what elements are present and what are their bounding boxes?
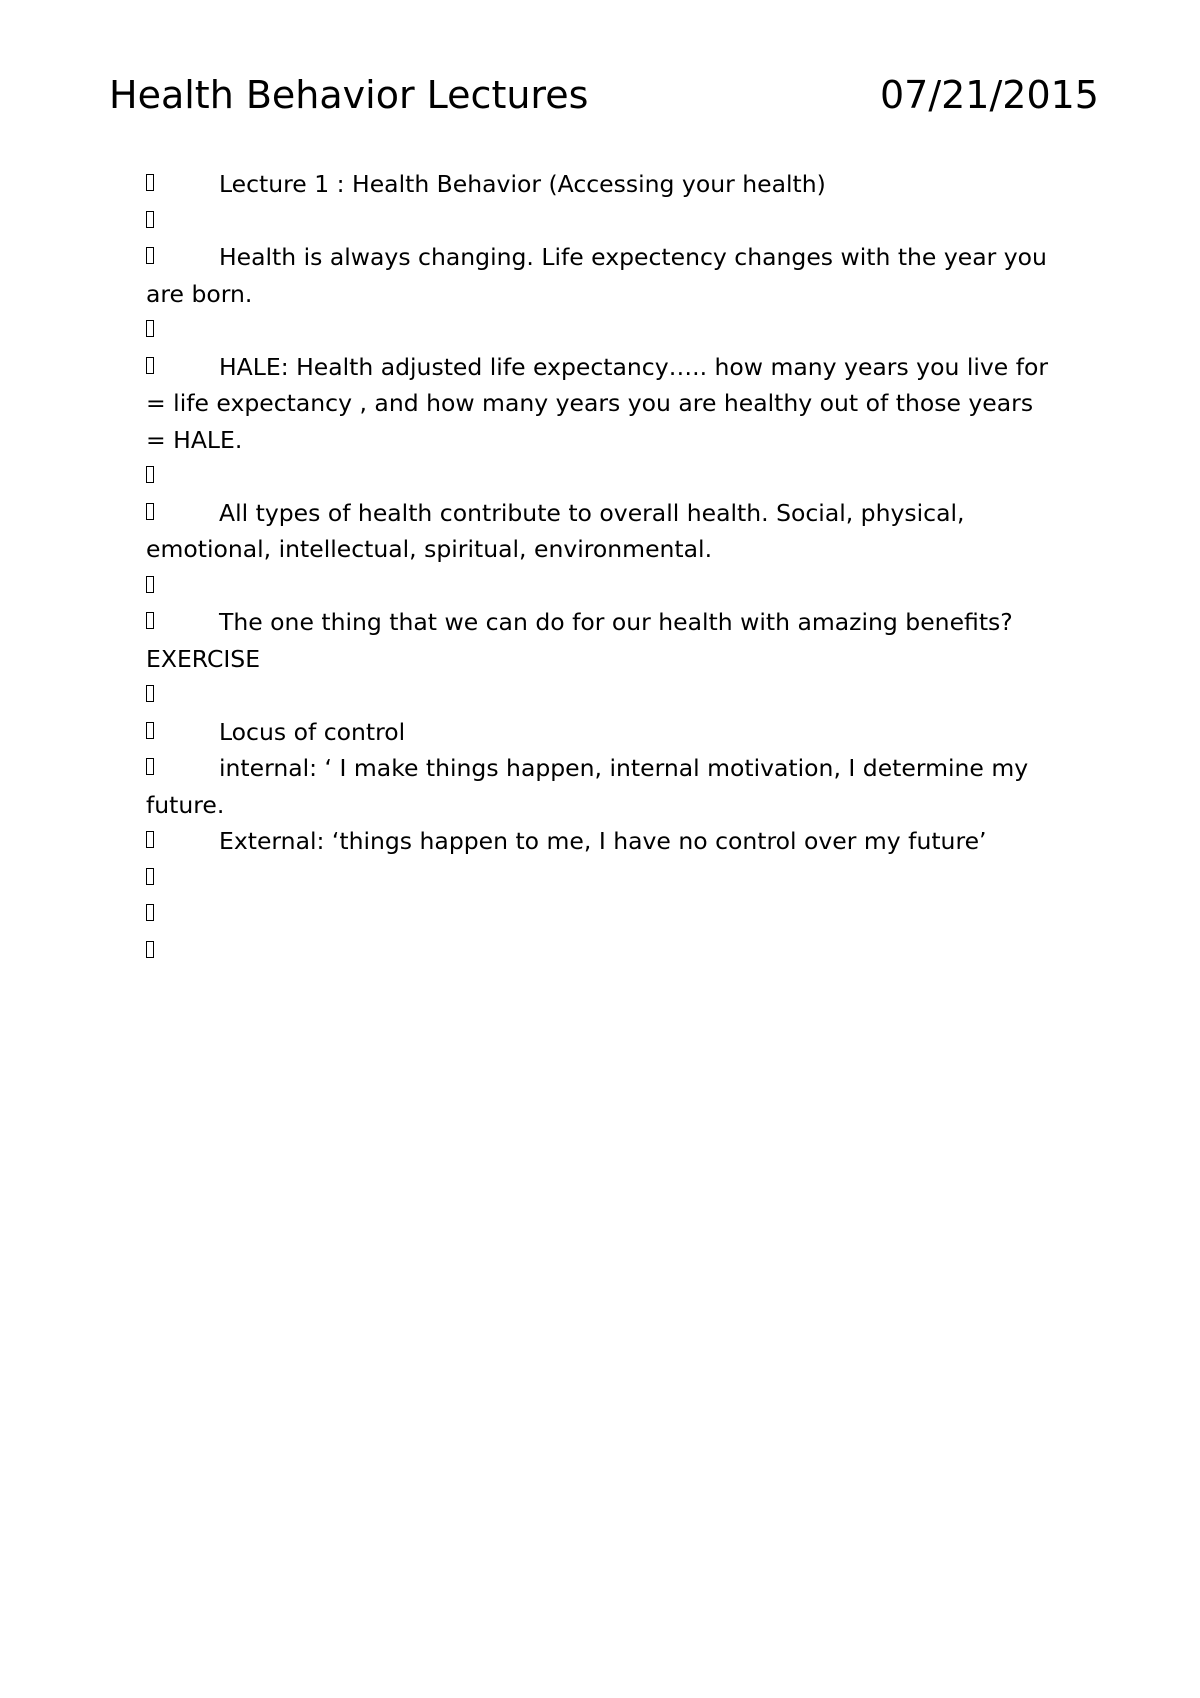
note-line [146,677,1051,714]
missing-glyph-box-icon [146,503,154,520]
note-line [146,860,1051,897]
document-date: 07/21/2015 [879,73,1099,117]
notes-list [146,166,1051,969]
note-line [146,714,1051,751]
missing-glyph-box-icon [146,904,154,921]
missing-glyph-box-icon [146,357,154,374]
missing-glyph-box-icon [146,941,154,958]
note-line [146,495,1051,568]
missing-glyph-box-icon [146,576,154,593]
missing-glyph-box-icon [146,685,154,702]
note-line [146,166,1051,203]
note-line [146,239,1051,312]
note-line [146,896,1051,933]
missing-glyph-box-icon [146,174,154,191]
note-line [146,823,1051,860]
note-line [146,604,1051,677]
document-header [109,70,1099,120]
note-text: All types of health contribute to overall health. Social, physical, emotional, intellectual, spiritual, environmental. [146,498,965,563]
note-text: Health is always changing. Life expectency changes with the year you are born. [146,243,1047,308]
missing-glyph-box-icon [146,211,154,228]
note-line [146,568,1051,605]
note-text: The one thing that we can do for our health with amazing benefits? EXERCISE [146,608,1013,673]
document-title: Health Behavior Lectures [109,73,589,117]
note-text: External: ‘things happen to me, I have no control over my future’ [219,827,987,855]
missing-glyph-box-icon [146,247,154,264]
missing-glyph-box-icon [146,466,154,483]
note-text: HALE: Health adjusted life expectancy….. how many years you live for = life expectancy , and how many years you are healthy out of those years = HALE. [146,352,1049,454]
missing-glyph-box-icon [146,722,154,739]
note-line [146,203,1051,240]
missing-glyph-box-icon [146,612,154,629]
missing-glyph-box-icon [146,868,154,885]
note-text: internal: ‘ I make things happen, internal motivation, I determine my future. [146,754,1029,819]
note-line [146,750,1051,823]
note-text: Locus of control [219,717,406,746]
note-line [146,349,1051,459]
missing-glyph-box-icon [146,758,154,775]
note-text: Lecture 1 : Health Behavior (Accessing your health) [219,170,826,198]
note-line [146,312,1051,349]
note-line [146,933,1051,970]
missing-glyph-box-icon [146,320,154,337]
note-line [146,458,1051,495]
missing-glyph-box-icon [146,831,154,848]
